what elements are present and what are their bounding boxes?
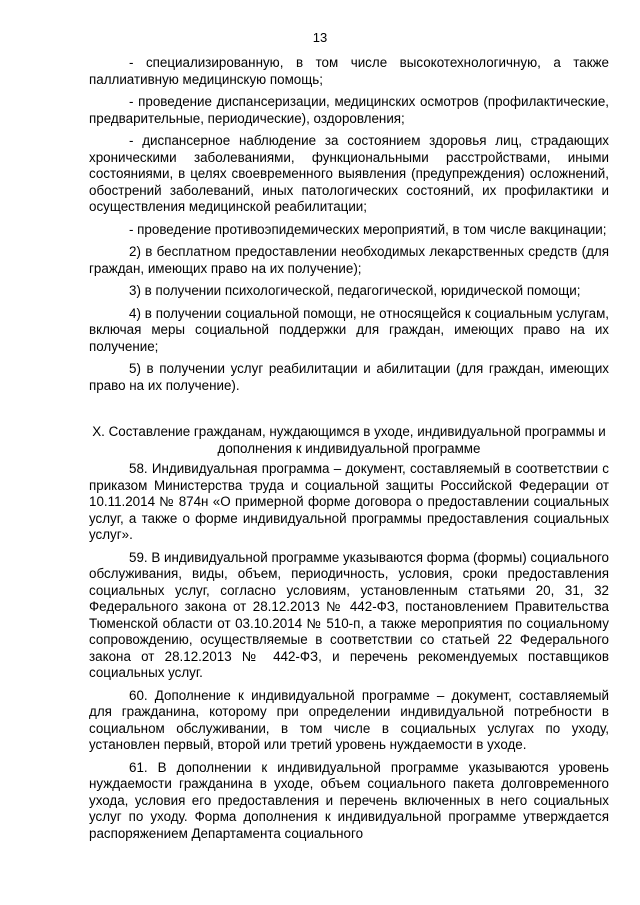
page-body bbox=[89, 55, 609, 842]
page-number: 13 bbox=[312, 30, 328, 45]
paragraph: 3) в получении психологической, педагогической, юридической помощи; bbox=[129, 283, 581, 298]
paragraph: - специализированную, в том числе высокотехнологичную, а также паллиативную медицинскую помощь; bbox=[89, 55, 609, 87]
paragraph: - проведение противоэпидемических мероприятий, в том числе вакцинации; bbox=[129, 221, 607, 237]
paragraph: 61. В дополнении к индивидуальной программе указываются уровень нуждаемости гражданина в уходе, объем социального пакета долговременного ухода, условия его предоставления и перечень включенных в него социальных услуг по уходу. Форма дополнения к индивидуальной программе утверждается распоряжением Департамента социального bbox=[89, 759, 609, 841]
paragraph: - диспансерное наблюдение за состоянием здоровья лиц, страдающих хроническими заболеваниями, функциональными расстройствами, иными состояниями, в целях своевременного выявления (предупреждения) осложнений, обострений заболеваний, иных патологических состояний, их профилактики и осуществления медицинской реабилитации; bbox=[89, 133, 609, 214]
paragraph: 4) в получении социальной помощи, не относящейся к социальным услугам, включая меры социальной поддержки для граждан, имеющих право на их получение; bbox=[89, 305, 609, 354]
section-heading: X. Составление гражданам, нуждающимся в уходе, индивидуальной программы и дополнения к индивидуальной программе bbox=[92, 424, 606, 456]
paragraph: 59. В индивидуальной программе указываются форма (формы) социального обслуживания, виды, объем, периодичность, условия, сроки предоставления социальных услуг, согласно условиям, установленным статьями 20, 31, 32 Федерального закона от 28.12.2013 № 442-ФЗ, постановлением Правительства Тюменской области от 03.10.2014 № 510-п, а также мероприятия по социальному сопровождению, осуществляемые в соответствии со статьей 22 Федерального закона от 28.12.2013 № 442-ФЗ, и перечень рекомендуемых поставщиков социальных услуг. bbox=[89, 549, 609, 680]
paragraph: 5) в получении услуг реабилитации и абилитации (для граждан, имеющих право на их получение). bbox=[89, 361, 609, 393]
paragraph: - проведение диспансеризации, медицинских осмотров (профилактические, предварительные, периодические), оздоровления; bbox=[89, 94, 609, 126]
paragraph: 2) в бесплатном предоставлении необходимых лекарственных средств (для граждан, имеющих право на их получение); bbox=[89, 244, 609, 276]
paragraph: 58. Индивидуальная программа – документ, составляемый в соответствии с приказом Министерства труда и социальной защиты Российской Федерации от 10.11.2014 № 874н «О примерной форме договора о предоставлении социальных услуг, а также о форме индивидуальной программы предоставления социальных услуг». bbox=[89, 461, 609, 542]
paragraph: 60. Дополнение к индивидуальной программе – документ, составляемый для гражданина, которому при определении индивидуальной потребности в социальном обслуживании, в том числе в социальных услугах по уходу, установлен первый, второй или третий уровень нуждаемости в уходе. bbox=[89, 687, 609, 752]
